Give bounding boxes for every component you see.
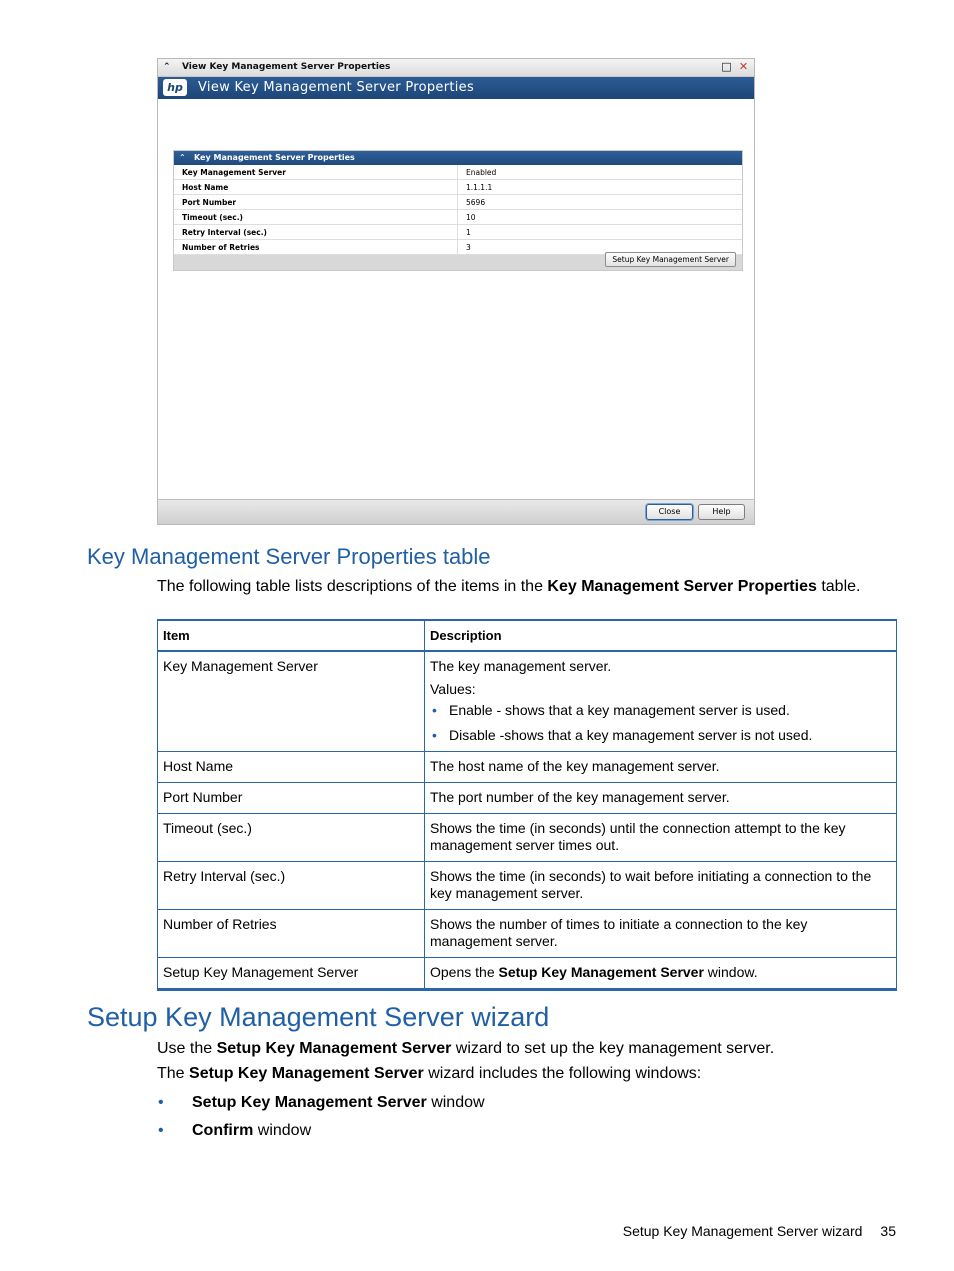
values-list bbox=[430, 702, 891, 744]
bold-text: Key Management Server Properties bbox=[547, 578, 817, 595]
setup-kms-button[interactable]: Setup Key Management Server bbox=[605, 252, 736, 267]
description-cell: The host name of the key management server. bbox=[425, 752, 897, 783]
column-header-description: Description bbox=[425, 620, 897, 651]
row-value: 10 bbox=[458, 210, 743, 225]
close-icon[interactable]: ✕ bbox=[738, 60, 749, 73]
row-label: Key Management Server bbox=[174, 165, 458, 180]
table-row bbox=[158, 783, 897, 814]
row-label: Retry Interval (sec.) bbox=[174, 225, 458, 240]
text: window bbox=[426, 1094, 485, 1111]
row-label: Port Number bbox=[174, 195, 458, 210]
description-cell: Shows the time (in seconds) to wait before initiating a connection to the key management server. bbox=[425, 862, 897, 910]
table-row bbox=[158, 814, 897, 862]
list-item: • Enable - shows that a key management server is used. bbox=[430, 702, 891, 719]
help-button[interactable]: Help bbox=[698, 504, 745, 520]
page-footer bbox=[623, 1223, 896, 1239]
bold-text: Setup Key Management Server bbox=[189, 1065, 424, 1082]
row-value: 1 bbox=[458, 225, 743, 240]
section-heading: Setup Key Management Server wizard bbox=[87, 1002, 550, 1032]
table-row bbox=[158, 958, 897, 990]
window-footer bbox=[158, 499, 754, 524]
maximize-icon[interactable]: □ bbox=[721, 60, 732, 73]
item-cell: Host Name bbox=[158, 752, 425, 783]
row-label: Timeout (sec.) bbox=[174, 210, 458, 225]
text: The following table lists descriptions of the items in the bbox=[157, 578, 548, 595]
list-item bbox=[158, 1094, 485, 1112]
list-item: • Disable -shows that a key management server is not used. bbox=[430, 727, 891, 744]
bold-text: Confirm bbox=[192, 1122, 254, 1139]
bold-text: Setup Key Management Server bbox=[192, 1094, 427, 1111]
description-table bbox=[157, 619, 897, 991]
collapse-icon[interactable]: ⌃ bbox=[179, 153, 186, 162]
page-number: 35 bbox=[880, 1223, 896, 1239]
panel-title: Key Management Server Properties bbox=[194, 153, 355, 162]
table-row bbox=[158, 752, 897, 783]
section-heading: Key Management Server Properties table bbox=[87, 544, 491, 569]
bullet-icon: • bbox=[158, 1122, 164, 1139]
banner-title: View Key Management Server Properties bbox=[198, 80, 475, 95]
bold-text: Setup Key Management Server bbox=[216, 1040, 452, 1057]
description-cell: Shows the number of times to initiate a connection to the key management server. bbox=[425, 910, 897, 958]
text: table. bbox=[816, 578, 861, 595]
window-titlebar bbox=[158, 59, 754, 77]
window-title: View Key Management Server Properties bbox=[182, 62, 391, 72]
properties-table bbox=[174, 165, 742, 255]
description-cell bbox=[425, 958, 897, 990]
text: window. bbox=[703, 964, 758, 980]
item-cell: Timeout (sec.) bbox=[158, 814, 425, 862]
text: window bbox=[253, 1122, 312, 1139]
collapse-icon[interactable]: ⌃ bbox=[163, 62, 171, 72]
row-label: Host Name bbox=[174, 180, 458, 195]
list-item bbox=[158, 1122, 312, 1140]
paragraph bbox=[157, 1065, 701, 1083]
row-value: Enabled bbox=[458, 165, 743, 180]
description-cell: Shows the time (in seconds) until the connection attempt to the key management server times out. bbox=[425, 814, 897, 862]
description-text: The key management server. bbox=[430, 658, 612, 674]
table-header-row bbox=[158, 620, 897, 651]
row-value: 3 bbox=[458, 240, 743, 255]
table-row bbox=[174, 180, 742, 195]
row-label: Number of Retries bbox=[174, 240, 458, 255]
table-row bbox=[158, 910, 897, 958]
row-value: 1.1.1.1 bbox=[458, 180, 743, 195]
item-cell: Retry Interval (sec.) bbox=[158, 862, 425, 910]
close-button[interactable]: Close bbox=[646, 504, 693, 520]
bold-text: Setup Key Management Server bbox=[498, 964, 704, 980]
text: Use the bbox=[157, 1040, 217, 1057]
column-header-item: Item bbox=[158, 620, 425, 651]
paragraph bbox=[157, 1040, 774, 1058]
item-cell: Port Number bbox=[158, 783, 425, 814]
text: wizard includes the following windows: bbox=[423, 1065, 702, 1082]
table-row bbox=[158, 862, 897, 910]
window-banner bbox=[158, 77, 754, 99]
table-row bbox=[174, 165, 742, 180]
properties-panel bbox=[173, 150, 743, 271]
text: wizard to set up the key management server. bbox=[451, 1040, 775, 1057]
table-row bbox=[174, 225, 742, 240]
row-value: 5696 bbox=[458, 195, 743, 210]
table-row bbox=[174, 195, 742, 210]
intro-paragraph bbox=[157, 578, 860, 596]
values-label: Values: bbox=[430, 681, 476, 697]
item-cell: Setup Key Management Server bbox=[158, 958, 425, 990]
description-cell bbox=[425, 651, 897, 752]
description-cell: The port number of the key management server. bbox=[425, 783, 897, 814]
text: Opens the bbox=[430, 964, 499, 980]
hp-logo: hp bbox=[163, 79, 187, 96]
footer-text: Setup Key Management Server wizard bbox=[622, 1223, 863, 1239]
item-cell: Number of Retries bbox=[158, 910, 425, 958]
panel-header bbox=[174, 151, 742, 165]
text: The bbox=[157, 1065, 190, 1082]
item-cell: Key Management Server bbox=[158, 651, 425, 752]
table-row bbox=[158, 651, 897, 752]
table-row bbox=[174, 210, 742, 225]
screenshot-window bbox=[157, 58, 755, 525]
bullet-icon: • bbox=[158, 1094, 164, 1111]
